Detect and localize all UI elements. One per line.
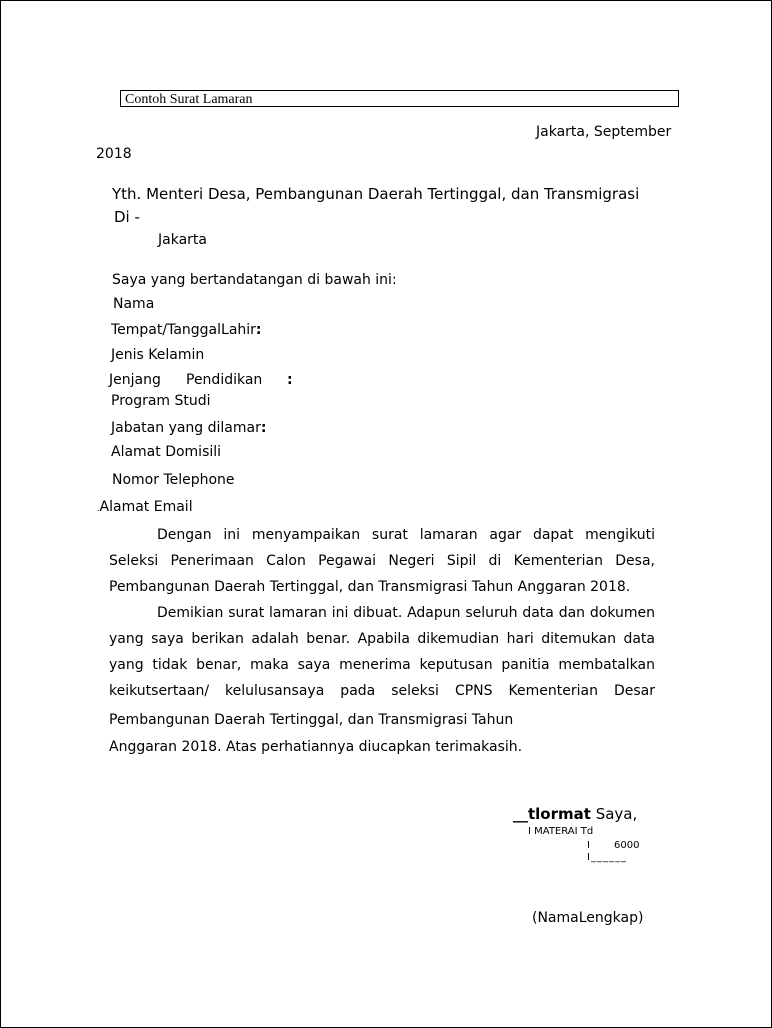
paragraph-1-text: Dengan ini menyampaikan surat lamaran agar dapat mengikuti Seleksi Penerimaan Calon Pegawai Negeri Sipil di Kementerian Desa, Pembangunan Daerah Tertinggal, dan Transmigrasi Tahun Anggaran 2018. — [109, 527, 655, 595]
field-ttl-colon: : — [255, 322, 262, 338]
recipient-di: Di - — [114, 208, 140, 226]
field-alamat-domisili: Alamat Domisili — [111, 444, 222, 460]
field-nomor-telephone: Nomor Telephone — [112, 472, 235, 488]
field-program-studi: Program Studi — [111, 393, 211, 409]
field-ttl-label: Tempat/TanggalLahir — [111, 322, 256, 338]
paragraph-2-text: Demikian surat lamaran ini dibuat. Adapun seluruh data dan dokumen yang saya berikan adalah benar. Apabila dikemudian hari ditemukan data yang tidak benar, maka saya menerima keputusan panitia membatalkan keikutsertaan/ kelulusansaya pada seleksi CPNS Kementerian Desar — [109, 605, 655, 699]
letter-date: Jakarta, September — [536, 124, 672, 140]
field-alamat-email: .Alamat Email — [97, 499, 193, 515]
recipient-city: Jakarta — [158, 232, 207, 248]
field-jenis-kelamin: Jenis Kelamin — [111, 347, 205, 363]
materai-label: I MATERAI Td — [528, 826, 594, 837]
paragraph-2-line6: Anggaran 2018. Atas perhatiannya diucapkan terimakasih. — [109, 739, 523, 755]
field-alamat-email-label: Alamat Email — [99, 499, 193, 515]
materai-bar: I — [587, 840, 590, 851]
title-box: Contoh Surat Lamaran — [120, 90, 679, 107]
closing-prefix: __tlormat — [513, 805, 591, 823]
field-jenjang: Jenjang — [109, 372, 161, 388]
field-nama: Nama — [113, 296, 155, 312]
field-jabatan-label: Jabatan yang dilamar — [111, 420, 261, 436]
field-ttl — [111, 321, 262, 339]
field-jenjang-colon: : — [287, 372, 293, 388]
closing-suffix: Saya, — [595, 805, 638, 823]
intro-line: Saya yang bertandatangan di bawah ini: — [112, 272, 397, 288]
field-jabatan — [111, 419, 266, 437]
recipient-line: Yth. Menteri Desa, Pembangunan Daerah Tertinggal, dan Transmigrasi — [112, 185, 640, 203]
letter-date-year: 2018 — [96, 146, 132, 162]
paragraph-2 — [109, 600, 655, 704]
materai-value: 6000 — [614, 840, 640, 851]
paragraph-2-line5: Pembangunan Daerah Tertinggal, dan Transmigrasi Tahun — [109, 712, 514, 728]
closing — [513, 805, 637, 823]
materai-bottom-line: I______ — [587, 852, 627, 863]
field-pendidikan: Pendidikan — [186, 372, 263, 388]
field-jabatan-colon: : — [260, 420, 267, 436]
signature-name: (NamaLengkap) — [532, 910, 644, 926]
paragraph-1 — [109, 522, 655, 600]
